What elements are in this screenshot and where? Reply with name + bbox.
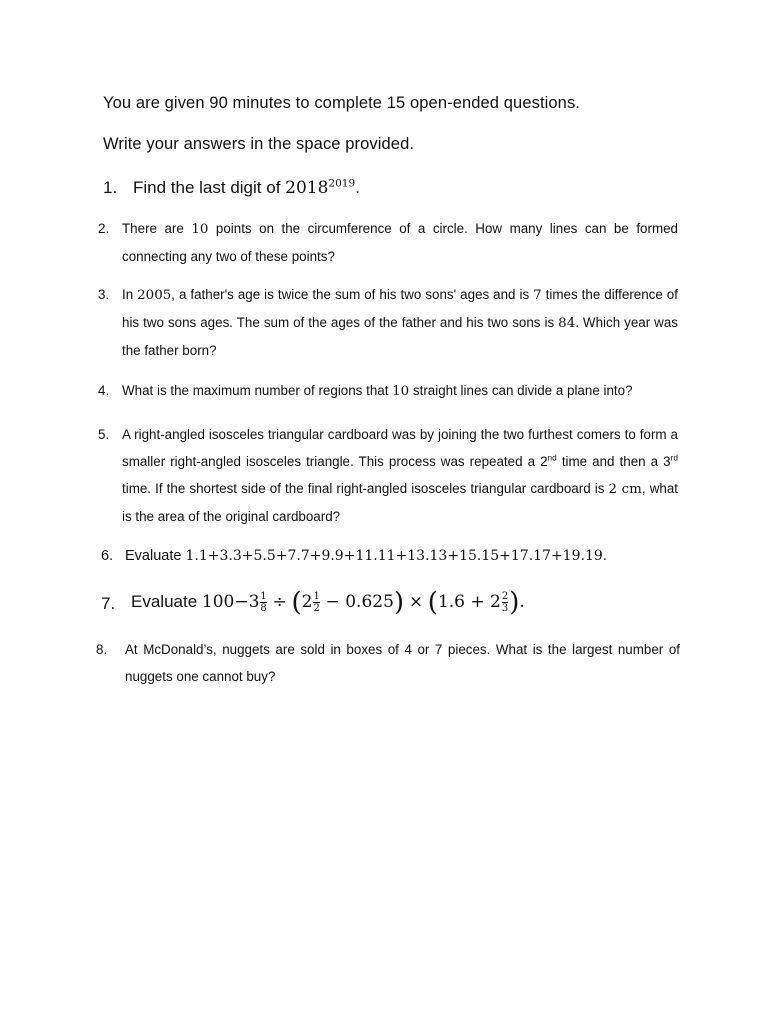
instruction-time: You are given 90 minutes to complete 15 open-ended questions. — [103, 94, 580, 112]
question-5 — [98, 421, 678, 530]
question-text-part: Find the last digit of — [133, 178, 286, 197]
fraction — [502, 591, 508, 614]
question-2 — [98, 215, 678, 270]
question-text — [131, 588, 701, 616]
multiply-operator: × — [408, 592, 424, 612]
math-number: 84 — [558, 316, 576, 331]
question-number: 1. — [103, 178, 118, 197]
question-number: 3. — [98, 287, 110, 302]
fraction — [313, 591, 319, 614]
math-number: 10 — [392, 384, 410, 399]
question-text-part: . Which year was the father born? — [122, 315, 678, 358]
question-text-part: What is the maximum number of regions that — [122, 383, 393, 398]
question-text-part: time. If the shortest side of the final right-angled isosceles triangular cardboard is — [122, 481, 609, 496]
instruction-answers: Write your answers in the space provided. — [103, 135, 415, 153]
math-number: 10 — [191, 222, 209, 237]
fraction-numerator: 2 — [501, 591, 509, 603]
fraction-denominator: 3 — [501, 603, 509, 615]
question-text-part: points on the circumference of a circle. How many lines can be formed connecting any two of these points? — [122, 221, 679, 264]
math-expression: 1.1+3.3+5.5+7.7+9.9+11.11+13.13+15.15+17.17+19.19 — [185, 548, 603, 564]
fraction-denominator: 8 — [260, 603, 267, 615]
question-8 — [96, 636, 680, 690]
fraction — [260, 591, 266, 614]
question-text-part: straight lines can divide a plane into? — [409, 383, 633, 398]
question-number: 5. — [98, 427, 110, 442]
question-text: At McDonald’s, nuggets are sold in boxes of 4 or 7 pieces. What is the largest number of nuggets one cannot buy? — [125, 642, 680, 684]
ordinal-suffix: nd — [547, 452, 557, 463]
question-text-end: . — [602, 548, 607, 564]
right-paren: ) — [393, 587, 405, 618]
math-base: 2018 — [285, 178, 329, 198]
fraction-numerator: 1 — [260, 591, 267, 603]
question-3 — [98, 281, 678, 364]
question-label: Evaluate — [125, 548, 186, 564]
question-number: 2. — [98, 221, 110, 236]
math-term: 1.6 + 2 — [437, 592, 501, 612]
math-term: − 0.625 — [325, 592, 394, 612]
question-number: 4. — [98, 383, 110, 398]
question-7 — [101, 588, 701, 616]
math-term: 100−3 — [201, 592, 260, 612]
fraction-denominator: 2 — [313, 603, 320, 615]
question-text — [125, 543, 701, 570]
question-text-part: , a father's age is twice the sum of his two sons' ages and is — [171, 287, 534, 302]
question-6 — [101, 543, 701, 570]
question-text-part: times the difference of his two sons ages. The sum of the ages of the father and his two sons is — [122, 287, 678, 330]
math-length: 2 cm — [608, 482, 642, 497]
math-term: 2 — [301, 592, 313, 612]
question-text — [133, 174, 678, 202]
left-paren: ( — [427, 587, 438, 618]
question-text-end: . — [355, 178, 360, 197]
question-4 — [98, 377, 678, 405]
question-text-part: A right-angled isosceles triangular cardboard was by joining the two furthest comers to form a smaller right-angled isosceles triangle. This process was repeated a 2 — [122, 427, 678, 469]
math-number: 7 — [533, 288, 542, 303]
question-text — [122, 377, 678, 405]
ordinal-suffix: rd — [670, 452, 678, 463]
left-paren: ( — [291, 587, 302, 618]
math-number: 2005 — [137, 288, 172, 303]
math-exponent: 2019 — [328, 177, 356, 190]
question-number: 8. — [96, 642, 108, 657]
question-text-part: There are — [122, 221, 192, 236]
fraction-numerator: 1 — [313, 591, 320, 603]
right-paren: ) — [509, 587, 520, 618]
question-1 — [98, 174, 678, 202]
question-text — [122, 215, 678, 270]
divide-operator: ÷ — [272, 592, 287, 612]
question-number: 6. — [101, 548, 114, 564]
question-text-part: In — [122, 287, 138, 302]
question-text-part: time and then a 3 — [556, 454, 671, 469]
question-number: 7. — [101, 594, 116, 613]
question-text-end: . — [519, 592, 525, 612]
question-text — [122, 421, 678, 530]
question-text — [122, 281, 678, 364]
question-text-part: , what is the area of the original cardboard? — [122, 481, 678, 524]
question-label: Evaluate — [131, 592, 202, 611]
